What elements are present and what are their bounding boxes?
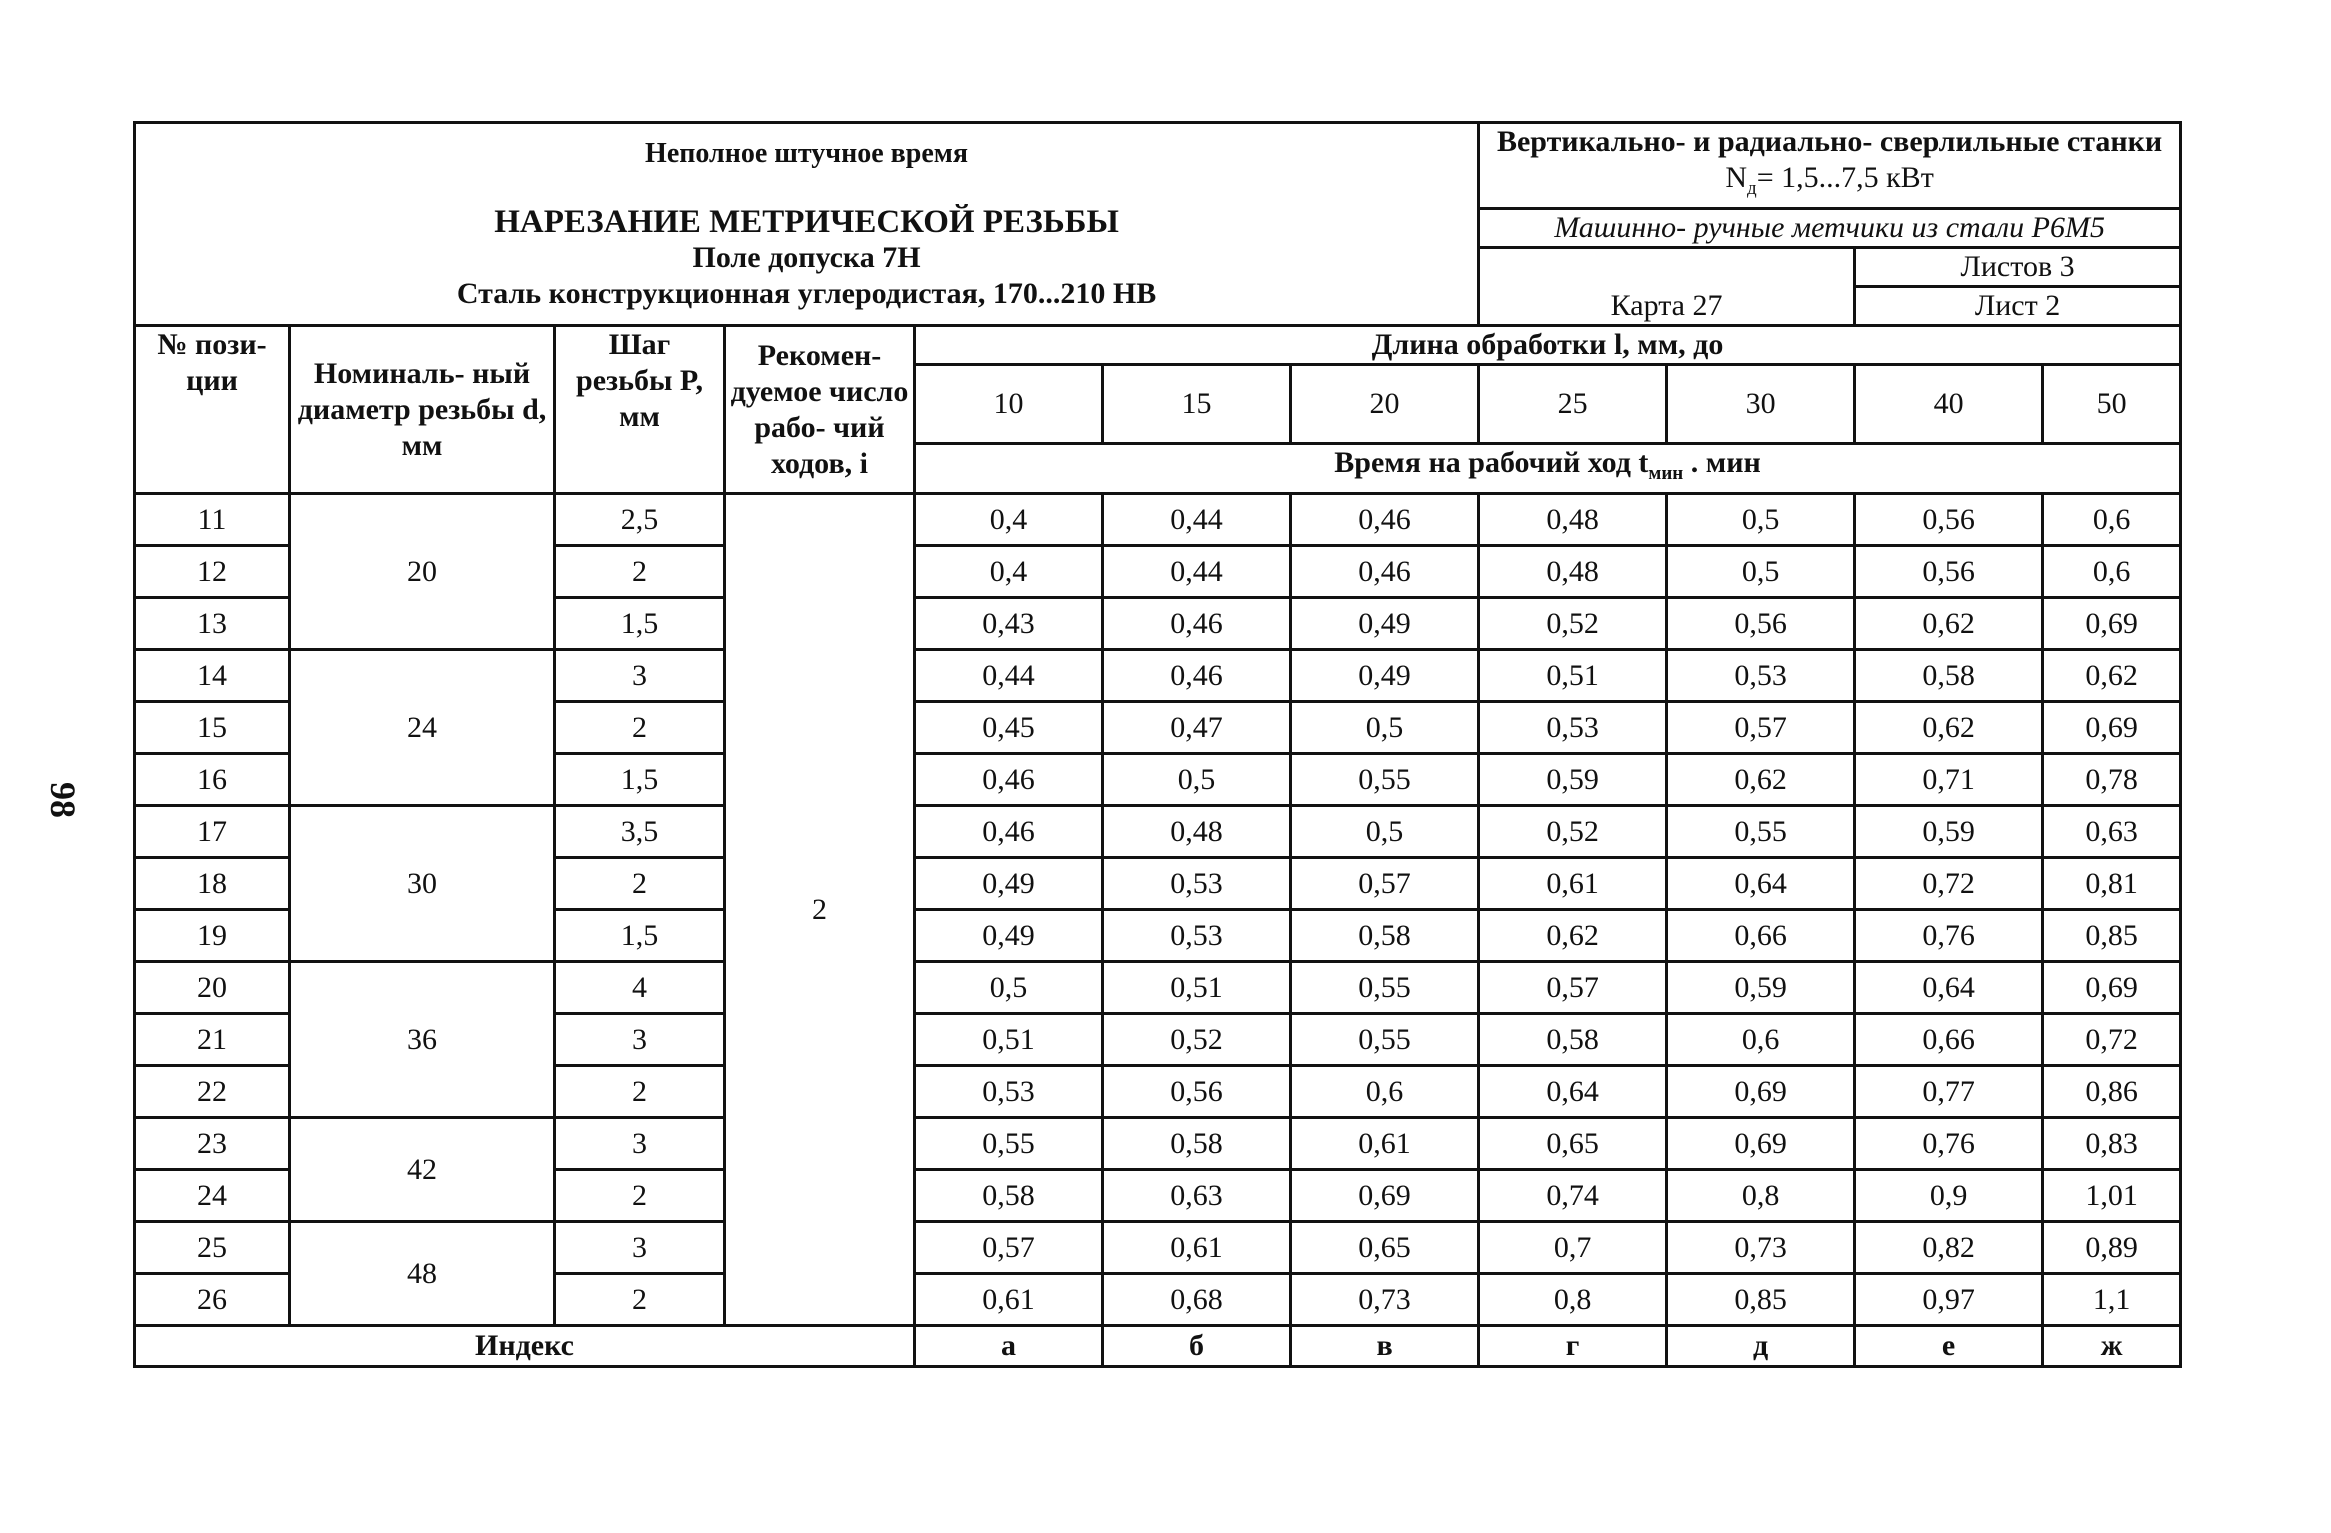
time-cell: 0,53 [915, 1066, 1103, 1118]
index-letter: а [915, 1326, 1103, 1367]
pos-cell: 15 [135, 702, 290, 754]
index-letter: е [1855, 1326, 2043, 1367]
time-cell: 0,53 [1103, 858, 1291, 910]
index-letter: д [1667, 1326, 1855, 1367]
time-cell: 0,49 [915, 910, 1103, 962]
time-cell: 0,71 [1855, 754, 2043, 806]
index-label: Индекс [135, 1326, 915, 1367]
col-header-diam: Номиналь- ный диаметр резьбы d, мм [290, 326, 555, 494]
pos-cell: 17 [135, 806, 290, 858]
diameter-cell: 30 [290, 806, 555, 962]
time-cell: 0,57 [1479, 962, 1667, 1014]
time-cell: 0,52 [1103, 1014, 1291, 1066]
time-cell: 0,62 [1479, 910, 1667, 962]
length-header-0: 10 [915, 365, 1103, 444]
time-cell: 0,5 [1103, 754, 1291, 806]
index-letter: б [1103, 1326, 1291, 1367]
length-header-3: 25 [1479, 365, 1667, 444]
time-cell: 0,45 [915, 702, 1103, 754]
time-cell: 0,59 [1479, 754, 1667, 806]
time-cell: 0,85 [1667, 1274, 1855, 1326]
time-cell: 0,52 [1479, 806, 1667, 858]
time-cell: 0,46 [1291, 546, 1479, 598]
time-cell: 0,46 [1291, 494, 1479, 546]
time-cell: 0,5 [1667, 494, 1855, 546]
time-cell: 0,46 [915, 806, 1103, 858]
title-line-1: Неполное штучное время [645, 138, 969, 169]
time-cell: 0,49 [1291, 650, 1479, 702]
machine-title: Вертикально- и радиально- сверлильные станки [1496, 125, 2163, 158]
time-cell: 0,49 [1291, 598, 1479, 650]
tool-cell: Машинно- ручные метчики из стали Р6М5 [1479, 209, 2181, 248]
time-cell: 0,69 [1291, 1170, 1479, 1222]
time-cell: 0,72 [2043, 1014, 2181, 1066]
time-cell: 0,7 [1479, 1222, 1667, 1274]
length-header-2: 20 [1291, 365, 1479, 444]
pos-cell: 23 [135, 1118, 290, 1170]
table-row [135, 650, 2181, 702]
time-cell: 0,62 [1855, 702, 2043, 754]
passes-cell: 2 [725, 494, 915, 1326]
time-cell: 0,55 [915, 1118, 1103, 1170]
table-row [135, 806, 2181, 858]
pos-cell: 14 [135, 650, 290, 702]
time-cell: 0,57 [1667, 702, 1855, 754]
time-cell: 0,61 [1479, 858, 1667, 910]
time-cell: 0,57 [1291, 858, 1479, 910]
diameter-cell: 20 [290, 494, 555, 650]
time-cell: 0,69 [1667, 1066, 1855, 1118]
pitch-cell: 3,5 [555, 806, 725, 858]
index-letter: ж [2043, 1326, 2181, 1367]
index-row [135, 1326, 2181, 1367]
pitch-cell: 4 [555, 962, 725, 1014]
time-cell: 0,69 [2043, 702, 2181, 754]
table-row [135, 962, 2181, 1014]
time-cell: 0,63 [2043, 806, 2181, 858]
time-cell: 0,44 [1103, 546, 1291, 598]
time-cell: 0,6 [2043, 494, 2181, 546]
time-cell: 0,56 [1667, 598, 1855, 650]
table-row [135, 1222, 2181, 1274]
time-cell: 0,58 [1291, 910, 1479, 962]
pitch-cell: 2 [555, 1274, 725, 1326]
pos-cell: 18 [135, 858, 290, 910]
time-cell: 0,46 [915, 754, 1103, 806]
pos-cell: 26 [135, 1274, 290, 1326]
time-cell: 0,5 [915, 962, 1103, 1014]
pos-cell: 21 [135, 1014, 290, 1066]
time-cell: 0,63 [1103, 1170, 1291, 1222]
time-cell: 0,5 [1667, 546, 1855, 598]
time-cell: 0,62 [1667, 754, 1855, 806]
time-cell: 0,62 [2043, 650, 2181, 702]
time-cell: 0,76 [1855, 1118, 2043, 1170]
time-cell: 0,8 [1667, 1170, 1855, 1222]
sheets-total-cell: Листов 3 [1855, 248, 2181, 287]
pitch-cell: 3 [555, 1118, 725, 1170]
time-cell: 0,55 [1291, 962, 1479, 1014]
pos-cell: 12 [135, 546, 290, 598]
time-cell: 0,86 [2043, 1066, 2181, 1118]
time-cell: 0,64 [1479, 1066, 1667, 1118]
time-cell: 0,73 [1291, 1274, 1479, 1326]
length-header-1: 15 [1103, 365, 1291, 444]
time-cell: 0,78 [2043, 754, 2181, 806]
length-header-6: 50 [2043, 365, 2181, 444]
time-cell: 0,55 [1667, 806, 1855, 858]
diameter-cell: 48 [290, 1222, 555, 1326]
pitch-cell: 3 [555, 650, 725, 702]
time-cell: 0,61 [1103, 1222, 1291, 1274]
time-cell: 0,55 [1291, 754, 1479, 806]
index-letter: в [1291, 1326, 1479, 1367]
pitch-cell: 2 [555, 546, 725, 598]
table-row [135, 494, 2181, 546]
time-cell: 0,85 [2043, 910, 2181, 962]
time-cell: 0,53 [1479, 702, 1667, 754]
time-cell: 0,5 [1291, 806, 1479, 858]
time-cell: 1,01 [2043, 1170, 2181, 1222]
time-cell: 0,51 [1479, 650, 1667, 702]
time-cell: 0,82 [1855, 1222, 2043, 1274]
norms-table [133, 121, 2182, 1368]
time-cell: 0,46 [1103, 598, 1291, 650]
title-line-2: НАРЕЗАНИЕ МЕТРИЧЕСКОЙ РЕЗЬБЫ [494, 204, 1119, 240]
time-cell: 0,66 [1855, 1014, 2043, 1066]
pos-cell: 11 [135, 494, 290, 546]
time-cell: 0,72 [1855, 858, 2043, 910]
pitch-cell: 3 [555, 1222, 725, 1274]
time-cell: 0,69 [2043, 598, 2181, 650]
pitch-cell: 2,5 [555, 494, 725, 546]
col-header-passes: Рекомен- дуемое число рабо- чий ходов, i [725, 326, 915, 494]
index-letter: г [1479, 1326, 1667, 1367]
time-cell: 0,49 [915, 858, 1103, 910]
time-cell: 1,1 [2043, 1274, 2181, 1326]
time-cell: 0,83 [2043, 1118, 2181, 1170]
time-cell: 0,69 [1667, 1118, 1855, 1170]
time-cell: 0,59 [1667, 962, 1855, 1014]
time-cell: 0,47 [1103, 702, 1291, 754]
length-header-4: 30 [1667, 365, 1855, 444]
length-header-5: 40 [1855, 365, 2043, 444]
pos-cell: 25 [135, 1222, 290, 1274]
time-cell: 0,6 [1667, 1014, 1855, 1066]
col-header-time: Время на рабочий ход $t_{мин}$ . мин [915, 444, 2181, 494]
time-cell: 0,58 [1479, 1014, 1667, 1066]
time-cell: 0,65 [1291, 1222, 1479, 1274]
diameter-cell: 36 [290, 962, 555, 1118]
pitch-cell: 1,5 [555, 754, 725, 806]
table-title-block [135, 123, 1479, 326]
time-cell: 0,61 [1291, 1118, 1479, 1170]
time-cell: 0,76 [1855, 910, 2043, 962]
time-cell: 0,43 [915, 598, 1103, 650]
time-cell: 0,59 [1855, 806, 2043, 858]
time-cell: 0,61 [915, 1274, 1103, 1326]
time-cell: 0,58 [1103, 1118, 1291, 1170]
pitch-cell: 2 [555, 1170, 725, 1222]
time-cell: 0,56 [1855, 494, 2043, 546]
time-cell: 0,48 [1479, 494, 1667, 546]
pitch-cell: 2 [555, 1066, 725, 1118]
pitch-cell: 3 [555, 1014, 725, 1066]
time-cell: 0,56 [1855, 546, 2043, 598]
pos-cell: 22 [135, 1066, 290, 1118]
time-cell: 0,44 [1103, 494, 1291, 546]
time-cell: 0,73 [1667, 1222, 1855, 1274]
time-cell: 0,89 [2043, 1222, 2181, 1274]
time-cell: 0,74 [1479, 1170, 1667, 1222]
power-spec: $N_д= 1,5...7,5$ кВт [1725, 161, 1934, 199]
time-cell: 0,55 [1291, 1014, 1479, 1066]
time-cell: 0,51 [915, 1014, 1103, 1066]
time-cell: 0,77 [1855, 1066, 2043, 1118]
time-cell: 0,8 [1479, 1274, 1667, 1326]
pos-cell: 19 [135, 910, 290, 962]
time-cell: 0,64 [1855, 962, 2043, 1014]
time-cell: 0,66 [1667, 910, 1855, 962]
time-cell: 0,51 [1103, 962, 1291, 1014]
col-header-length-group: Длина обработки l, мм, до [915, 326, 2181, 365]
time-cell: 0,58 [915, 1170, 1103, 1222]
time-cell: 0,65 [1479, 1118, 1667, 1170]
time-cell: 0,5 [1291, 702, 1479, 754]
pitch-cell: 1,5 [555, 598, 725, 650]
time-cell: 0,69 [2043, 962, 2181, 1014]
pos-cell: 13 [135, 598, 290, 650]
time-cell: 0,97 [1855, 1274, 2043, 1326]
time-cell: 0,68 [1103, 1274, 1291, 1326]
time-cell: 0,58 [1855, 650, 2043, 702]
page-number: 98 [43, 782, 83, 818]
pitch-cell: 2 [555, 702, 725, 754]
machine-cell [1479, 123, 2181, 209]
time-cell: 0,6 [2043, 546, 2181, 598]
pos-cell: 20 [135, 962, 290, 1014]
col-header-pitch: Шаг резьбы P, мм [555, 326, 725, 494]
sheet-cell: Лист 2 [1855, 287, 2181, 326]
title-line-4: Сталь конструкционная углеродистая, 170...210 НВ [456, 277, 1157, 310]
time-cell: 0,9 [1855, 1170, 2043, 1222]
time-cell: 0,81 [2043, 858, 2181, 910]
diameter-cell: 42 [290, 1118, 555, 1222]
time-cell: 0,4 [915, 494, 1103, 546]
time-cell: 0,64 [1667, 858, 1855, 910]
time-cell: 0,4 [915, 546, 1103, 598]
table-row [135, 1118, 2181, 1170]
time-cell: 0,48 [1103, 806, 1291, 858]
time-cell: 0,6 [1291, 1066, 1479, 1118]
time-cell: 0,52 [1479, 598, 1667, 650]
time-cell: 0,56 [1103, 1066, 1291, 1118]
card-cell: Карта 27 [1479, 248, 1855, 326]
time-cell: 0,44 [915, 650, 1103, 702]
col-header-pos: № пози- ции [135, 326, 290, 494]
diameter-cell: 24 [290, 650, 555, 806]
time-cell: 0,48 [1479, 546, 1667, 598]
time-cell: 0,53 [1667, 650, 1855, 702]
time-cell: 0,46 [1103, 650, 1291, 702]
pitch-cell: 2 [555, 858, 725, 910]
title-line-3: Поле допуска 7Н [692, 241, 921, 274]
pos-cell: 24 [135, 1170, 290, 1222]
pitch-cell: 1,5 [555, 910, 725, 962]
pos-cell: 16 [135, 754, 290, 806]
time-cell: 0,62 [1855, 598, 2043, 650]
time-cell: 0,57 [915, 1222, 1103, 1274]
time-cell: 0,53 [1103, 910, 1291, 962]
